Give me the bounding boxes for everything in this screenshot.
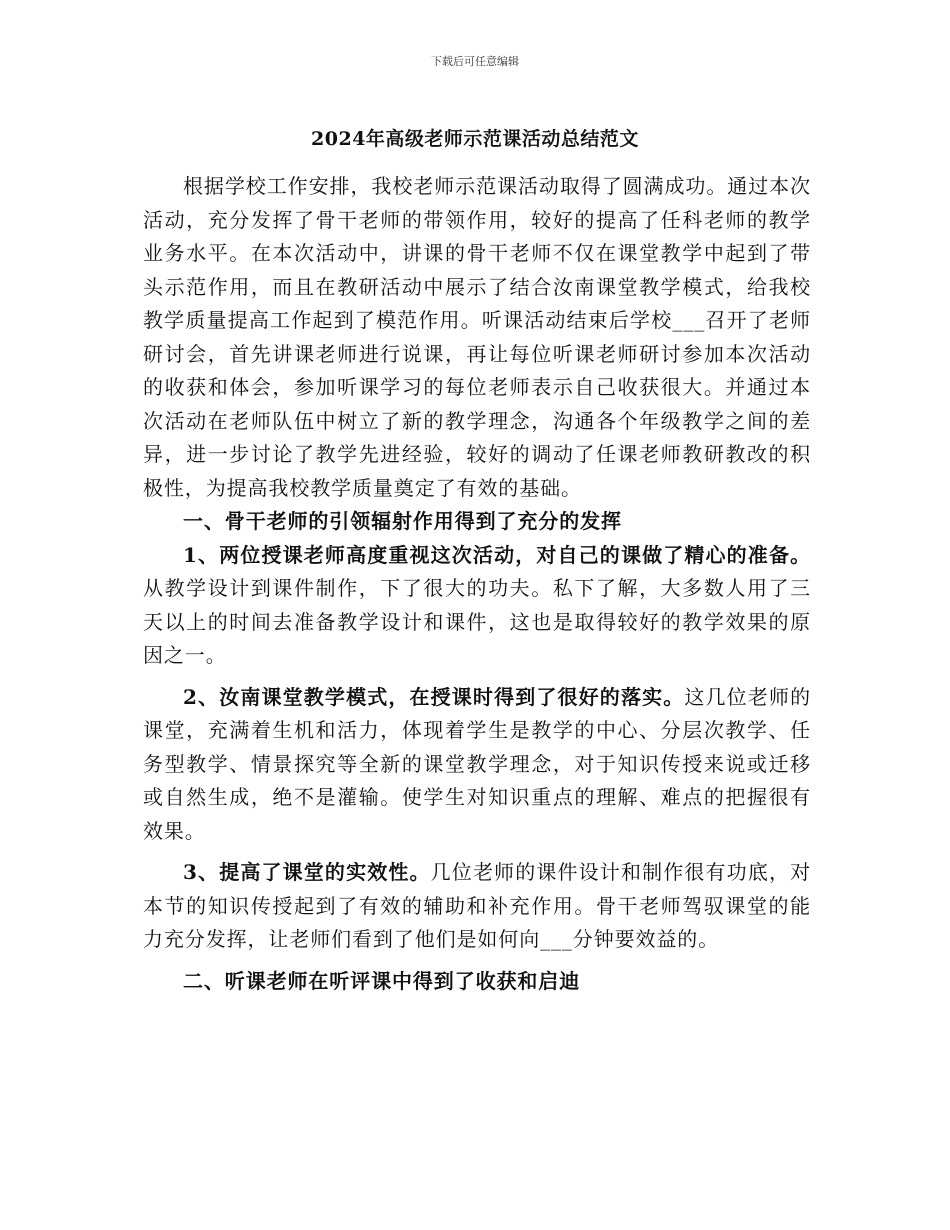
- document-body: [143, 170, 811, 998]
- document-title: 2024年高级老师示范课活动总结范文: [311, 128, 639, 150]
- list-item-1-body: 从教学设计到课件制作，下了很大的功夫。私下了解，大多数人用了三天以上的时间去准备教学设计和课件，这也是取得较好的教学效果的原因之一。: [143, 576, 811, 667]
- list-item-2-lead: 2、汝南课堂教学模式，在授课时得到了很好的落实。: [183, 684, 685, 709]
- list-item-3-lead: 3、提高了课堂的实效性。: [183, 860, 431, 884]
- list-item-1-lead: 1、两位授课老师高度重视这次活动，对自己的课做了精心的准备。: [183, 542, 811, 567]
- list-item-3-body: 几位老师的课件设计和制作很有功底，对本节的知识传授起到了有效的辅助和补充作用。骨干老师驾驭课堂的能力充分发挥，让老师们看到了他们是如何向___分钟要效益的。: [143, 860, 812, 951]
- list-item-3: [143, 856, 811, 957]
- list-item-1: [143, 539, 811, 673]
- section-heading-1: 一、骨干老师的引领辐射作用得到了充分的发挥: [183, 509, 622, 533]
- intro-paragraph: 根据学校工作安排，我校老师示范课活动取得了圆满成功。通过本次活动，充分发挥了骨干老师的带领作用，较好的提高了任科老师的教学业务水平。在本次活动中，讲课的骨干老师不仅在课堂教学中起到了带头示范作用，而且在教研活动中展示了结合汝南课堂教学模式，给我校教学质量提高工作起到了模范作用。听课活动结束后学校___召开了老师研讨会，首先讲课老师进行说课，再让每位听课老师研讨参加本次活动的收获和体会，参加听课学习的每位老师表示自己收获很大。并通过本次活动在老师队伍中树立了新的教学理念，沟通各个年级教学之间的差异，进一步讨论了教学先进经验，较好的调动了任课老师教研教改的积极性，为提高我校教学质量奠定了有效的基础。: [143, 174, 811, 500]
- section-heading-2: 二、听课老师在听评课中得到了收获和启迪: [183, 968, 581, 993]
- list-item-2: [143, 681, 811, 849]
- list-item-2-body: 这几位老师的课堂，充满着生机和活力，体现着学生是教学的中心、分层次教学、任务型教学、情景探究等全新的课堂教学理念，对于知识传授来说或迁移或自然生成，绝不是灌输。使学生对知识重点的理解、难点的把握很有效果。: [143, 684, 811, 843]
- page-header-note: 下载后可任意编辑: [431, 55, 519, 68]
